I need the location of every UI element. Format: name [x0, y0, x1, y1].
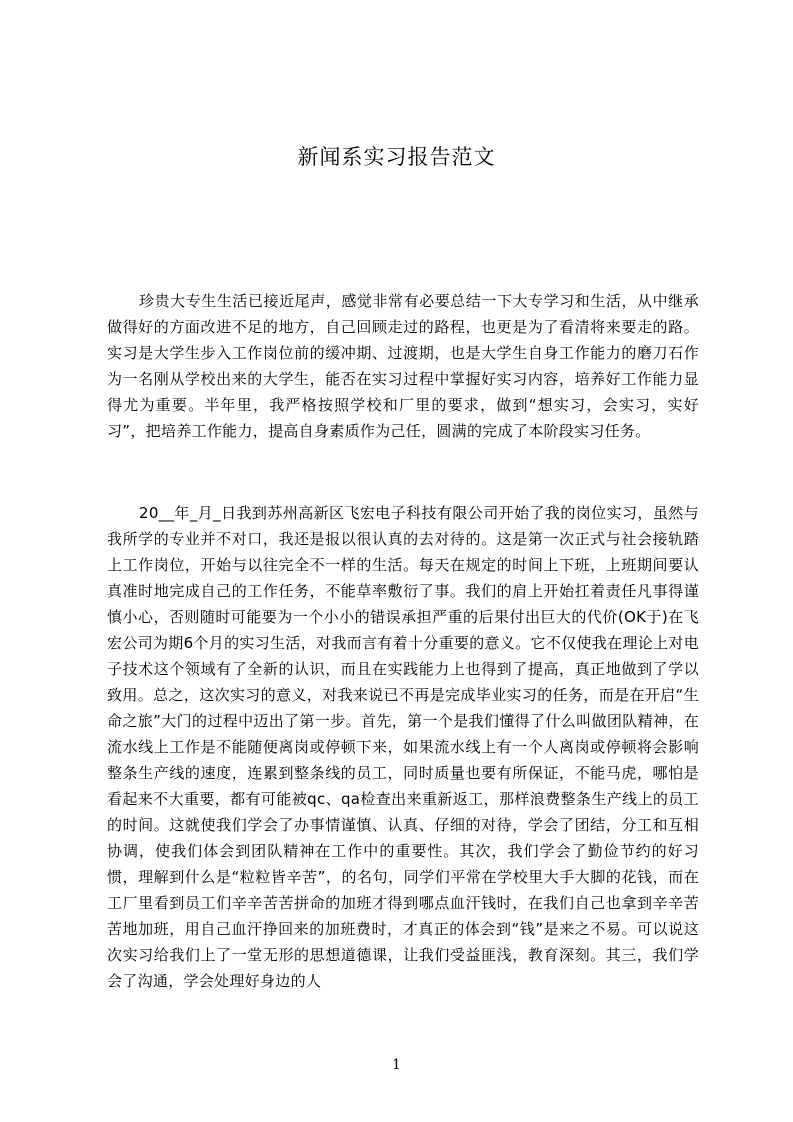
paragraph-internship-experience: 20__年_月_日我到苏州高新区飞宏电子科技有限公司开始了我的岗位实习，虽然与我所学的专业并不对口，我还是报以很认真的去对待的。这是第一次正式与社会接轨踏上工作岗位，开始与以往完全不一样的生活。每天在规定的时间上下班，上班期间要认真准时地完成自己的工作任务，不能草率敷衍了事。我们的肩上开始扛着责任凡事得谨慎小心，否则随时可能要为一个小小的错误承担严重的后果付出巨大的代价(OK于)在飞宏公司为期6个月的实习生活，对我而言有着十分重要的意义。它不仅使我在理论上对电子技术这个领域有了全新的认识，而且在实践能力上也得到了提高，真正地做到了学以致用。总之，这次实习的意义，对我来说已不再是完成毕业实习的任务，而是在开启“生命之旅”大门的过程中迈出了第一步。首先，第一个是我们懂得了什么叫做团队精神，在流水线上工作是不能随便离岗或停顿下来，如果流水线上有一个人离岗或停顿将会影响整条生产线的速度，连累到整条线的员工，同时质量也要有所保证，不能马虎，哪怕是看起来不大重要，都有可能被qc、qa检查出来重新返工，那样浪费整条生产线上的员工的时间。这就使我们学会了办事情谨慎、认真、仔细的对待，学会了团结，分工和互相协调，使我们体会到团队精神在工作中的重要性。其次，我们学会了勤俭节约的好习惯，理解到什么是“粒粒皆辛苦”，的名句，同学们平常在学校里大手大脚的花钱，而在工厂里看到员工们辛辛苦苦拼命的加班才得到哪点血汗钱时，在我们自己也拿到辛辛苦苦地加班，用自己血汗挣回来的加班费时，才真正的体会到“钱”是来之不易。可以说这次实习给我们上了一堂无形的思想道德课，让我们受益匪浅，教育深刻。其三，我们学会了沟通，学会处理好身边的人: [107, 504, 699, 990]
page-title: 新闻系实习报告范文: [297, 145, 496, 169]
paragraph-intro: 珍贵大专生生活已接近尾声，感觉非常有必要总结一下大专学习和生活，从中继承做得好的方面改进不足的地方，自己回顾走过的路程，也更是为了看清将来要走的路。实习是大学生步入工作岗位前的缓冲期、过渡期，也是大学生自身工作能力的磨刀石作为一名刚从学校出来的大学生，能否在实习过程中掌握好实习内容，培养好工作能力显得尤为重要。半年里，我严格按照学校和厂里的要求，做到“想实习，会实习，实好习”，把培养工作能力，提高自身素质作为己任，圆满的完成了本阶段实习任务。: [107, 292, 699, 440]
page-number: 1: [392, 1057, 401, 1073]
